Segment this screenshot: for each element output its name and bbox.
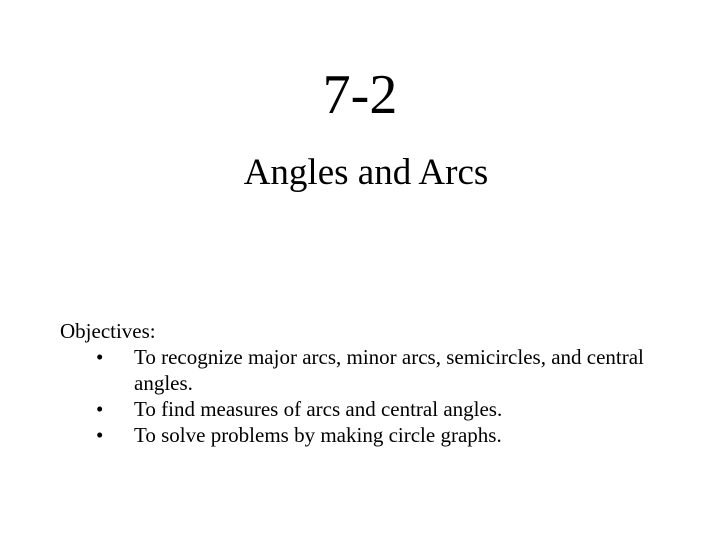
bullet-icon: • <box>96 397 104 421</box>
objectives-list <box>60 344 680 448</box>
slide-subtitle: Angles and Arcs <box>243 152 489 193</box>
bullet-icon: • <box>96 423 104 447</box>
objective-text: To find measures of arcs and central angles. <box>134 397 503 421</box>
objectives-heading: Objectives: <box>60 319 156 343</box>
objective-text: To solve problems by making circle graphs. <box>134 423 502 447</box>
objective-item <box>60 422 680 448</box>
slide-title: 7-2 <box>322 64 398 126</box>
objective-item <box>60 344 680 396</box>
objectives-block <box>60 318 680 448</box>
objective-item <box>60 396 680 422</box>
bullet-icon: • <box>96 345 104 369</box>
objective-text: To recognize major arcs, minor arcs, semicircles, and central angles. <box>134 345 644 395</box>
